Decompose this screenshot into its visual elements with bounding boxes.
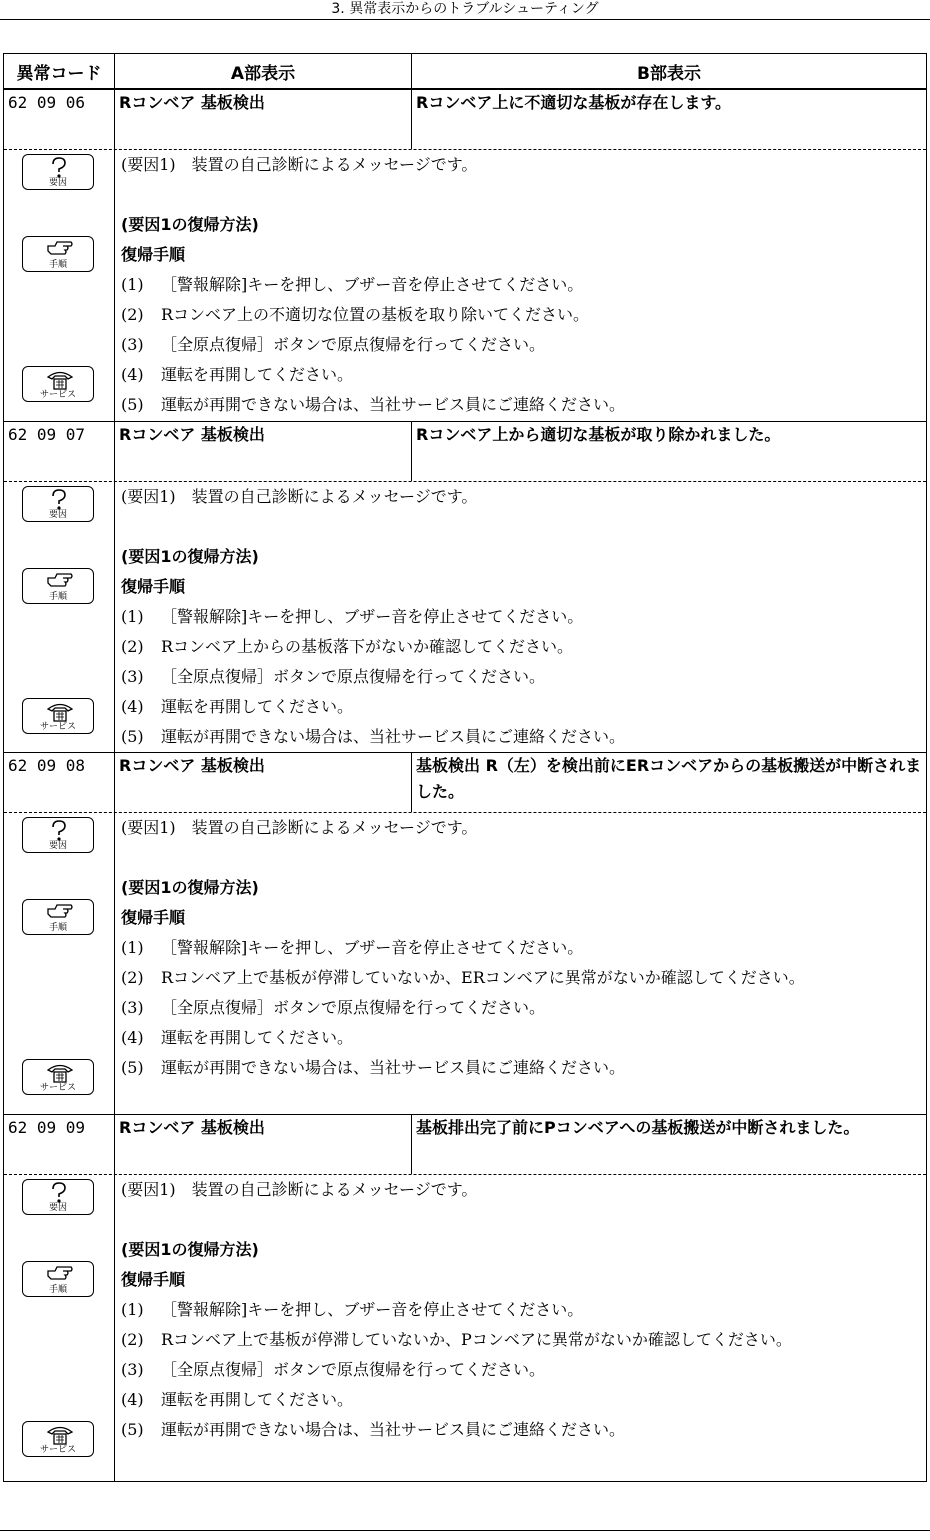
error-code-row xyxy=(4,422,926,482)
procedure-title: 復帰手順 xyxy=(121,1270,186,1289)
recovery-description xyxy=(115,150,926,421)
column-header-b: B部表示 xyxy=(637,63,701,84)
service-phone-icon xyxy=(22,1059,94,1095)
recovery-description xyxy=(115,813,926,1114)
procedure-step: (1) ［警報解除]キーを押し、ブザー音を停止させてください。 xyxy=(121,275,584,294)
service-icon-caption: サービス xyxy=(39,1083,76,1093)
b-display: Rコンベア上に不適切な基板が存在します。 xyxy=(416,93,732,112)
cause-text: (要因1) 装置の自己診断によるメッセージです。 xyxy=(121,818,478,837)
procedure-step: (3) ［全原点復帰］ボタンで原点復帰を行ってください。 xyxy=(121,335,546,354)
a-display: Rコンベア 基板検出 xyxy=(115,753,412,812)
a-display: Rコンベア 基板検出 xyxy=(115,1115,412,1174)
error-code: 62 09 09 xyxy=(4,1115,115,1174)
procedure-icon-caption: 手順 xyxy=(48,260,67,270)
icon-column xyxy=(4,150,115,421)
cause-icon-caption: 要因 xyxy=(48,178,67,188)
procedure-step: (2) Rコンベア上からの基板落下がないか確認してください。 xyxy=(121,637,574,656)
cause-icon-caption: 要因 xyxy=(48,1203,67,1213)
error-code-row xyxy=(4,90,926,150)
error-code-row xyxy=(4,1115,926,1175)
procedure-step: (4) 運転を再開してください。 xyxy=(121,1028,354,1047)
icon-column xyxy=(4,1175,115,1481)
procedure-step: (3) ［全原点復帰］ボタンで原点復帰を行ってください。 xyxy=(121,667,546,686)
service-phone-icon xyxy=(22,366,94,402)
cause-icon xyxy=(22,154,94,190)
service-icon-caption: サービス xyxy=(39,722,76,732)
recovery-method-title: (要因1の復帰方法) xyxy=(121,547,259,566)
icon-column xyxy=(4,813,115,1114)
procedure-step: (4) 運転を再開してください。 xyxy=(121,365,354,384)
recovery-description xyxy=(115,482,926,752)
error-entry xyxy=(4,90,926,422)
procedure-step: (5) 運転が再開できない場合は、当社サービス員にご連絡ください。 xyxy=(121,1058,626,1077)
procedure-step: (2) Rコンベア上の不適切な位置の基板を取り除いてください。 xyxy=(121,305,590,324)
page-header-title: 3. 異常表示からのトラブルシューティング xyxy=(331,1,599,17)
cause-icon-caption: 要因 xyxy=(48,510,67,520)
recovery-method-title: (要因1の復帰方法) xyxy=(121,1240,259,1259)
icon-column xyxy=(4,482,115,752)
procedure-step: (5) 運転が再開できない場合は、当社サービス員にご連絡ください。 xyxy=(121,1420,626,1439)
column-header-a: A部表示 xyxy=(115,54,412,88)
footer-rule xyxy=(0,1530,930,1531)
error-entry xyxy=(4,1115,926,1481)
cause-text: (要因1) 装置の自己診断によるメッセージです。 xyxy=(121,487,478,506)
error-body-row xyxy=(4,813,926,1114)
service-icon-caption: サービス xyxy=(39,1445,76,1455)
procedure-step: (3) ［全原点復帰］ボタンで原点復帰を行ってください。 xyxy=(121,1360,546,1379)
a-display: Rコンベア 基板検出 xyxy=(115,90,412,149)
procedure-icon xyxy=(22,1261,94,1297)
error-body-row xyxy=(4,1175,926,1481)
error-code: 62 09 06 xyxy=(4,90,115,149)
recovery-description xyxy=(115,1175,926,1481)
procedure-icon xyxy=(22,568,94,604)
column-header-code: 異常コード xyxy=(4,54,115,88)
b-display: Rコンベア上から適切な基板が取り除かれました。 xyxy=(416,425,781,444)
table-header-row xyxy=(4,54,926,90)
error-table xyxy=(3,53,927,1482)
cause-text: (要因1) 装置の自己診断によるメッセージです。 xyxy=(121,1180,478,1199)
error-code-row xyxy=(4,753,926,813)
procedure-step: (2) Rコンベア上で基板が停滞していないか、ERコンベアに異常がないか確認してください。 xyxy=(121,968,805,987)
procedure-title: 復帰手順 xyxy=(121,577,186,596)
error-entry xyxy=(4,422,926,753)
header-rule xyxy=(0,19,930,20)
procedure-step: (4) 運転を再開してください。 xyxy=(121,1390,354,1409)
service-phone-icon xyxy=(22,698,94,734)
error-code: 62 09 08 xyxy=(4,753,115,812)
procedure-title: 復帰手順 xyxy=(121,245,186,264)
error-entry xyxy=(4,753,926,1115)
procedure-step: (5) 運転が再開できない場合は、当社サービス員にご連絡ください。 xyxy=(121,395,626,414)
procedure-step: (1) ［警報解除]キーを押し、ブザー音を停止させてください。 xyxy=(121,607,584,626)
recovery-method-title: (要因1の復帰方法) xyxy=(121,878,259,897)
service-icon-caption: サービス xyxy=(39,390,76,400)
service-phone-icon xyxy=(22,1421,94,1457)
procedure-step: (3) ［全原点復帰］ボタンで原点復帰を行ってください。 xyxy=(121,998,546,1017)
cause-icon xyxy=(22,1179,94,1215)
cause-icon xyxy=(22,817,94,853)
error-code: 62 09 07 xyxy=(4,422,115,481)
error-body-row xyxy=(4,482,926,752)
cause-icon xyxy=(22,486,94,522)
b-display: 基板検出 R（左）を検出前にERコンベアからの基板搬送が中断されました。 xyxy=(416,756,922,801)
procedure-step: (2) Rコンベア上で基板が停滞していないか、Pコンベアに異常がないか確認してください。 xyxy=(121,1330,792,1349)
page-header xyxy=(0,0,930,20)
procedure-icon-caption: 手順 xyxy=(48,1285,67,1295)
a-display: Rコンベア 基板検出 xyxy=(115,422,412,481)
procedure-title: 復帰手順 xyxy=(121,908,186,927)
procedure-step: (5) 運転が再開できない場合は、当社サービス員にご連絡ください。 xyxy=(121,727,626,746)
procedure-step: (1) ［警報解除]キーを押し、ブザー音を停止させてください。 xyxy=(121,1300,584,1319)
procedure-icon-caption: 手順 xyxy=(48,923,67,933)
procedure-step: (4) 運転を再開してください。 xyxy=(121,697,354,716)
cause-text: (要因1) 装置の自己診断によるメッセージです。 xyxy=(121,155,478,174)
cause-icon-caption: 要因 xyxy=(48,841,67,851)
procedure-icon-caption: 手順 xyxy=(48,592,67,602)
b-display: 基板排出完了前にPコンベアへの基板搬送が中断されました。 xyxy=(416,1118,860,1137)
recovery-method-title: (要因1の復帰方法) xyxy=(121,215,259,234)
procedure-icon xyxy=(22,236,94,272)
procedure-icon xyxy=(22,899,94,935)
procedure-step: (1) ［警報解除]キーを押し、ブザー音を停止させてください。 xyxy=(121,938,584,957)
error-body-row xyxy=(4,150,926,421)
